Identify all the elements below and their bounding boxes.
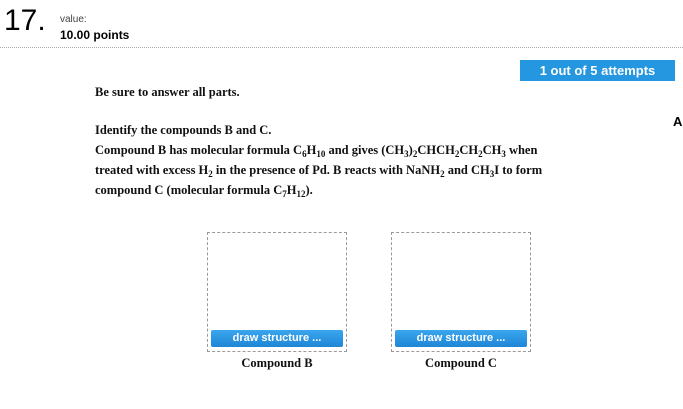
problem-line-4: compound C (molecular formula $C_7H_{12}$). [95, 183, 313, 199]
question-number: 17. [4, 4, 46, 37]
draw-structure-button-b[interactable]: draw structure ... [211, 330, 343, 347]
compound-c-drawing-area[interactable] [391, 232, 531, 352]
problem-line-3: treated with excess $H_2$ in the presence of Pd. B reacts with NaNH$_2$ and $CH_3I$ to form [95, 163, 543, 179]
instructions-text: Be sure to answer all parts. [95, 85, 240, 99]
draw-structure-button-c[interactable]: draw structure ... [395, 330, 527, 347]
points-value: 10.00 points [60, 28, 130, 42]
attempts-badge: 1 out of 5 attempts [520, 60, 675, 81]
problem-line-1: Identify the compounds B and C. [95, 123, 272, 137]
problem-statement [95, 120, 655, 200]
compound-b-drawing-area[interactable] [207, 232, 347, 352]
problem-line-2: Compound B has molecular formula $C_6H_{10}$ and gives $(CH_3)_2CHCH_2CH_2CH_3$ when [95, 143, 538, 159]
truncated-edge-text: A [673, 114, 683, 129]
header-divider [0, 47, 683, 48]
compound-c-caption: Compound C [425, 356, 497, 370]
value-label: value: [60, 14, 87, 25]
compound-b-caption: Compound B [241, 356, 313, 370]
